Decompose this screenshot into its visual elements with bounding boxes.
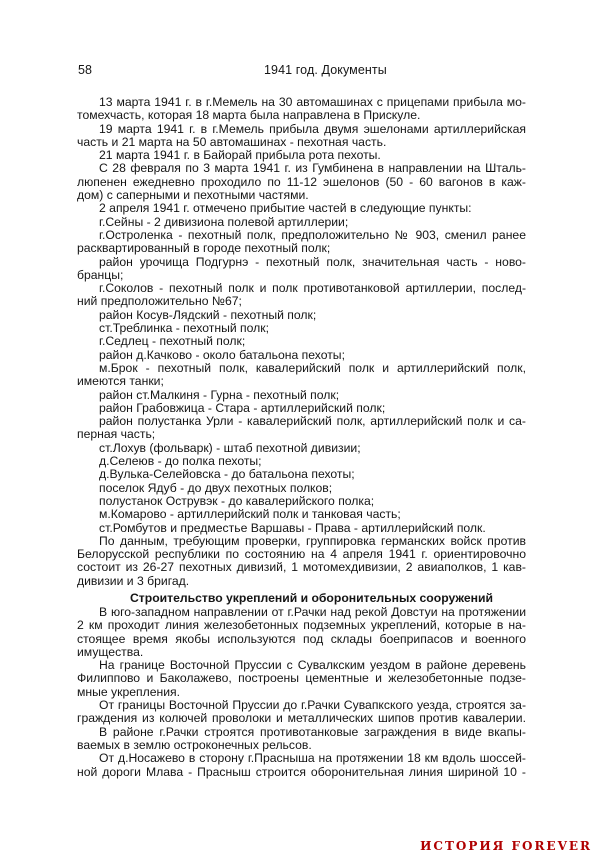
document-body [77, 96, 526, 779]
text-line: район урочища Подгурнэ - пехотный полк, значительная часть - ново- [99, 254, 526, 269]
text-line: Филиппово и Баколажево, построены цементные и железобетонные подзе- [77, 671, 526, 686]
text-line: поселок Ядуб - до двух пехотных полков; [99, 480, 333, 495]
page-number: 58 [78, 63, 93, 77]
text-line: С 28 февраля по 3 марта 1941 г. из Гумбинена в направлении на Шталь- [99, 161, 526, 176]
watermark: ИСТОРИЯ FOREVER [420, 839, 592, 853]
text-line: г.Сейны - 2 дивизиона полевой артиллерии; [99, 214, 349, 229]
text-line: имеются танки; [77, 374, 164, 389]
text-line: дивизии и 3 бригад. [77, 573, 190, 588]
text-line: мные укрепления. [77, 684, 181, 699]
text-line: ст.Треблинка - пехотный полк; [99, 321, 269, 336]
text-line: м.Комарово - артиллерийский полк и танковая часть; [99, 507, 401, 522]
text-line: г.Соколов - пехотный полк и полк противотанковой артиллерии, послед- [99, 281, 526, 296]
text-line: граждения из колючей проволоки и металлических шипов против кавалерии. [77, 711, 526, 726]
text-line: В районе г.Рачки строятся противотанковые заграждения в виде вкапы- [99, 724, 526, 739]
text-line: часть и 21 марта на 50 автомашинах - пехотная часть. [77, 134, 387, 149]
text-line: На границе Восточной Пруссии с Сувалкским уездом в районе деревень [99, 658, 526, 673]
text-line: д.Селеюв - до полка пехоты; [99, 454, 262, 469]
text-line: 13 марта 1941 г. в г.Мемель на 30 автомашинах с прицепами прибыла мо- [99, 95, 526, 109]
text-line: перная часть; [77, 427, 156, 442]
text-line: полустанок Острувэк - до кавалерийского полка; [99, 493, 375, 508]
section-heading: Строительство укреплений и оборонительных сооружений [129, 590, 494, 605]
text-line: бранцы; [77, 267, 124, 282]
text-line: От д.Носажево в сторону г.Прасныша на протяжении 18 км вдоль шоссей- [99, 751, 526, 766]
text-line: район ст.Малкиня - Гурна - пехотный полк; [99, 387, 340, 402]
text-line: д.Вулька-Селейовска - до батальона пехоты; [99, 467, 355, 482]
text-line: ст.Лохув (фольварк) - штаб пехотной дивизии; [99, 440, 361, 455]
text-line: 21 марта 1941 г. в Байорай прибыла рота пехоты. [99, 148, 381, 163]
text-line: район полустанка Урли - кавалерийский полк, артиллерийский полк и са- [99, 414, 526, 429]
text-line: состоит из 26-27 пехотных дивизий, 1 мотомехдивизии, 2 авиаполков, 1 кав- [77, 560, 526, 575]
text-line: ной дороги Млава - Прасныш строится оборонительная линия шириной 10 - [77, 764, 526, 779]
text-line: От границы Восточной Пруссии до г.Рачки Сувапкского уезда, строятся за- [99, 698, 526, 713]
text-line: район Грабовжица - Стара - артиллерийский полк; [99, 400, 386, 415]
text-line: стоящее время якобы используются под склады боеприпасов и военного [77, 631, 526, 646]
text-line: ваемых в землю остроконечных рельсов. [77, 737, 312, 752]
text-line: В юго-западном направлении от г.Рачки над рекой Довстуи на протяжении [99, 604, 526, 619]
text-line: дом) с саперными и пехотными частями. [77, 188, 309, 203]
text-line: ст.Ромбутов и предместье Варшавы - Права - артиллерийский полк. [99, 520, 486, 535]
text-line: расквартированный в городе пехотный полк; [77, 241, 331, 256]
text-line: м.Брок - пехотный полк, кавалерийский полк и артиллерийский полк, [99, 360, 526, 375]
text-line: имущества. [77, 644, 144, 659]
text-line: г.Остроленка - пехотный полк, предположительно № 903, сменил ранее [99, 227, 526, 242]
text-line: По данным, требующим проверки, группировка германских войск против [99, 533, 526, 548]
text-line: район Косув-Лядский - пехотный полк; [99, 307, 317, 322]
text-line: люпенен ежедневно проходило по 11-12 эшелонов (50 - 60 вагонов в каж- [77, 174, 526, 189]
text-line: томехчасть, которая 18 марта была направлена в Прискуле. [77, 108, 421, 123]
text-line: 19 марта 1941 г. в г.Мемель прибыла двумя эшелонами артиллерийская [99, 121, 526, 136]
text-line: ний предположительно №67; [77, 294, 242, 309]
text-line: 2 км проходит линия железобетонных подземных укреплений, которые в на- [77, 618, 526, 633]
text-line: район д.Качково - около батальона пехоты; [99, 347, 345, 362]
text-line: г.Седлец - пехотный полк; [99, 334, 246, 349]
text-line: Белорусской республики по состоянию на 4 апреля 1941 г. ориентировочно [77, 547, 526, 562]
running-header-title: 1941 год. Документы [264, 63, 387, 77]
text-line: 2 апреля 1941 г. отмечено прибытие частей в следующие пункты: [99, 201, 472, 216]
